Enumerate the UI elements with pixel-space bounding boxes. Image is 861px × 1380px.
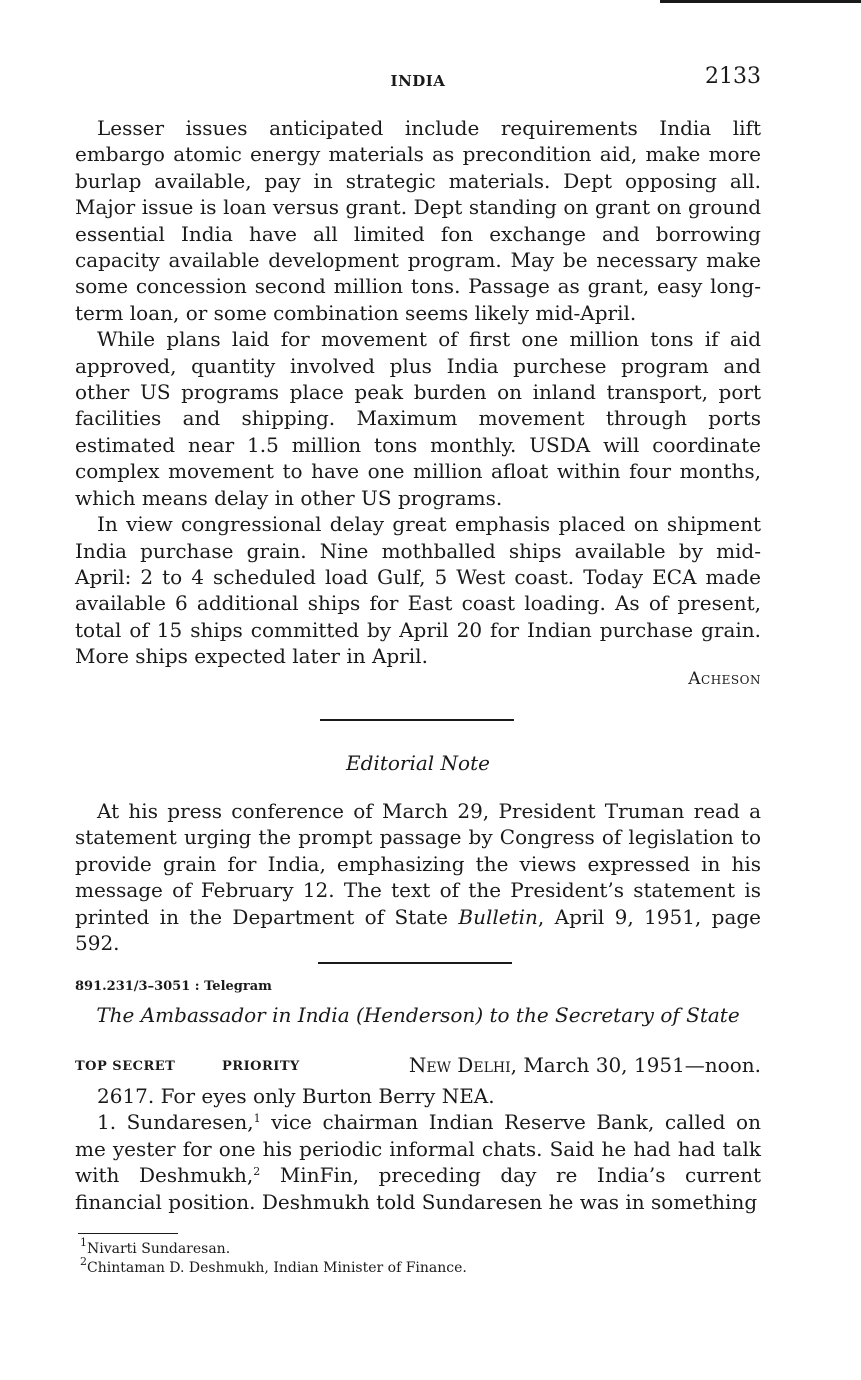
telegram-body (75, 1083, 761, 1215)
section-divider (320, 719, 514, 721)
text-run: MinFin, preceding day re India’s current financial position. Deshmukh told Sundaresen he was in something (75, 1163, 761, 1214)
footnote-rule (78, 1233, 178, 1234)
paragraph: Lesser issues anticipated include requirements India lift embargo atomic energy materials as precondition aid, make more burlap available, pay in strategic materials. Dept opposing all. Major issue is loan versus grant. Dept standing on grant on ground essential India have all limited fon exchange and borrowing capacity available development program. May be necessary make some concession second million tons. Passage as grant, easy long-term loan, or some combination seems likely mid-April. (75, 116, 761, 325)
footnotes (80, 1236, 760, 1278)
paragraph (75, 798, 761, 956)
text-run: vice chairman Indian Reserve Bank, called on me yester for one his periodic informal chats. Said he had had talk with Deshmukh, (75, 1110, 761, 1188)
top-edge-rule (660, 0, 861, 3)
priority-label: PRIORITY (222, 1059, 300, 1074)
bulletin-title: Bulletin (458, 904, 538, 929)
paragraph: In view congressional delay great emphasis placed on shipment India purchase grain. Nine mothballed ships available by mid-April: 2 to 4 scheduled load Gulf, 5 West coast. Today ECA made available 6 additional ships for East coast loading. As of present, total of 15 ships committed by April 20 for Indian purchase grain. More ships expected later in April. (75, 512, 761, 669)
footnote-ref: 1 (253, 1112, 261, 1126)
place-date (409, 1053, 761, 1077)
text-run: 1. Sundaresen, (97, 1110, 254, 1135)
footnote-ref: 2 (253, 1165, 261, 1179)
paragraph: While plans laid for movement of first one million tons if aid approved, quantity involved plus India purchese program and other US programs place peak burden on inland transport, port facilities and shipping. Maximum movement through ports estimated near 1.5 million tons monthly. USDA will coordinate complex movement to have one million afloat within four months, which means delay in other US programs. (75, 327, 761, 510)
paragraph (75, 1109, 761, 1215)
page-header (75, 64, 761, 94)
signature: Acheson (688, 669, 761, 689)
note-text: At his press conference of March 29, President Truman read a statement urging the prompt passage by Congress of legislation to provide grain for India, emphasizing the views expressed in his message of February 12. The text of the President’s statement is printed in the Department of State (75, 799, 761, 929)
page-number: 2133 (705, 64, 761, 89)
editorial-note-title: Editorial Note (346, 751, 490, 775)
date: , March 30, 1951—noon. (510, 1053, 761, 1077)
footnote (80, 1236, 760, 1259)
document-title: The Ambassador in India (Henderson) to the Secretary of State (96, 1003, 740, 1027)
footnote-mark: 2 (80, 1255, 87, 1268)
footnote (80, 1255, 760, 1278)
place: New Delhi (408, 1053, 511, 1077)
dateline (75, 1053, 761, 1079)
footnote-mark: 1 (80, 1236, 87, 1249)
note-text-end: , April 9, 1951, page 592. (75, 904, 762, 956)
footnote-text: Nivarti Sundaresan. (87, 1241, 231, 1257)
editorial-note-body (75, 798, 761, 956)
continuation-text (75, 115, 761, 670)
paragraph: 2617. For eyes only Burton Berry NEA. (97, 1084, 495, 1108)
classification: TOP SECRET (75, 1059, 176, 1074)
file-number: 891.231/3–3051 : Telegram (75, 979, 272, 994)
section-divider (318, 962, 512, 964)
footnote-text: Chintaman D. Deshmukh, Indian Minister of Finance. (87, 1260, 467, 1276)
running-head: INDIA (390, 72, 446, 90)
